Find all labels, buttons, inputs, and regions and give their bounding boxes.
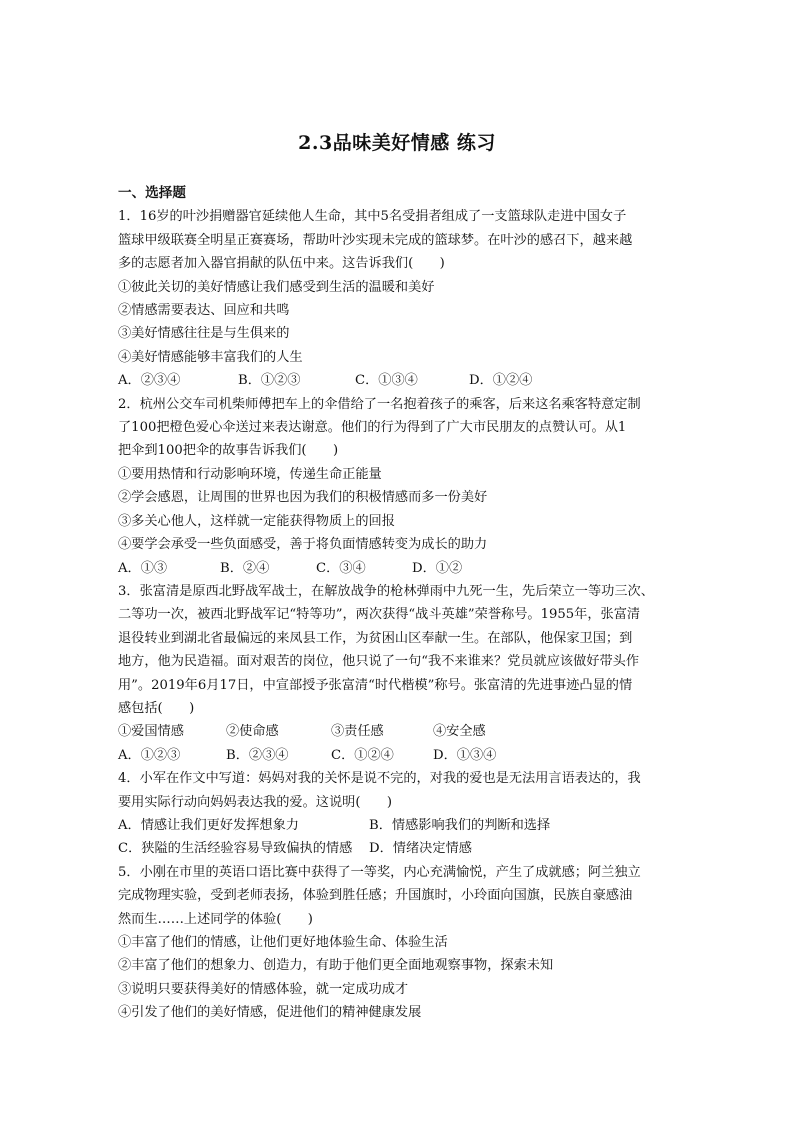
option-a[interactable]: A．①③	[118, 560, 168, 576]
question-3-options	[118, 744, 688, 767]
question-3-items	[118, 720, 688, 743]
question-2-statement-2: ②学会感恩，让周围的世界也因为我们的积极情感而多一份美好	[118, 490, 488, 506]
question-4-stem-line-2: 要用实际行动向妈妈表达我的爱。这说明( )	[118, 794, 393, 810]
question-1-statement-1: ①彼此关切的美好情感让我们感受到生活的温暖和美好	[118, 279, 435, 295]
option-b[interactable]: B．②③④	[226, 747, 289, 763]
question-2-stem-line-3: 把伞到100把伞的故事告诉我们( )	[118, 443, 339, 459]
question-3	[118, 580, 688, 767]
option-c[interactable]: C．①②④	[331, 747, 394, 763]
question-3-stem-line-1: 3．张富清是原西北野战军战士，在解放战争的枪林弹雨中九死一生，先后荣立一等功三次、	[118, 583, 654, 599]
option-b[interactable]: B．①②③	[238, 373, 301, 389]
question-5-stem-line-3: 然而生……上述同学的体验( )	[118, 911, 313, 927]
option-a[interactable]: A．②③④	[118, 373, 181, 389]
question-5-statement-2: ②丰富了他们的想象力、创造力，有助于他们更全面地观察事物，探索未知	[118, 958, 554, 974]
option-b[interactable]: B．②④	[220, 560, 270, 576]
question-2-stem-line-1: 2．杭州公交车司机柴师傅把车上的伞借给了一名抱着孩子的乘客，后来这名乘客特意定制	[118, 396, 641, 412]
question-5-statement-3: ③说明只要获得美好的情感体验，就一定成功成才	[118, 981, 409, 997]
question-1	[118, 205, 688, 392]
question-5-statement-4: ④引发了他们的美好情感，促进他们的精神健康发展	[118, 1005, 422, 1021]
question-2-statement-3: ③多关心他人，这样就一定能获得物质上的回报	[118, 513, 395, 529]
option-d[interactable]: D．①②	[412, 560, 463, 576]
question-4-options-row-1	[118, 814, 688, 837]
question-5	[118, 861, 688, 1025]
question-5-stem-line-1: 5．小刚在市里的英语口语比赛中获得了一等奖，内心充满愉悦，产生了成就感；阿兰独立	[118, 864, 641, 880]
question-1-statement-4: ④美好情感能够丰富我们的人生	[118, 349, 303, 365]
question-content	[118, 182, 688, 1025]
option-d[interactable]: D．情绪决定情感	[369, 841, 472, 857]
option-d[interactable]: D．①②④	[469, 373, 533, 389]
question-3-stem-line-2: 二等功一次，被西北野战军记“特等功”，两次获得“战斗英雄”荣誉称号。1955年，张富清	[118, 607, 641, 623]
question-3-stem-line-5: 用”。2019年6月17日，中宣部授予张富清“时代楷模”称号。张富清的先进事迹凸显的情	[118, 677, 633, 693]
section-heading: 一、选择题	[118, 185, 186, 201]
option-a[interactable]: A．情感让我们更好发挥想象力	[118, 817, 299, 833]
question-5-stem-line-2: 完成物理实验，受到老师表扬，体验到胜任感；升国旗时，小玲面向国旗，民族自豪感油	[118, 888, 633, 904]
item-2: ②使命感	[226, 724, 279, 740]
question-4-options-row-2	[118, 837, 688, 860]
question-5-statement-1: ①丰富了他们的情感，让他们更好地体验生命、体验生活	[118, 935, 448, 950]
item-1: ①爱国情感	[118, 724, 184, 740]
page-title: 2.3品味美好情感 练习	[298, 132, 496, 154]
question-1-stem-line-1: 1．16岁的叶沙捐赠器官延续他人生命，其中5名受捐者组成了一支篮球队走进中国女子	[118, 209, 627, 225]
item-4: ④安全感	[433, 724, 486, 740]
option-c[interactable]: C．③④	[316, 560, 366, 576]
question-2-statement-4: ④要学会承受一些负面感受，善于将负面情感转变为成长的助力	[118, 537, 488, 553]
question-1-stem-line-2: 篮球甲级联赛全明星正赛赛场，帮助叶沙实现未完成的篮球梦。在叶沙的感召下，越来越	[118, 232, 633, 248]
question-3-stem-line-4: 地方，他为民造福。面对艰苦的岗位，他只说了一句“我不来谁来？党员就应该做好带头作	[118, 654, 640, 670]
question-3-stem-line-6: 感包括( )	[118, 700, 195, 716]
option-a[interactable]: A．①②③	[118, 747, 181, 763]
question-2-stem-line-2: 了100把橙色爱心伞送过来表达谢意。他们的行为得到了广大市民朋友的点赞认可。从1	[118, 420, 627, 436]
question-1-stem-line-3: 多的志愿者加入器官捐献的队伍中来。这告诉我们( )	[118, 256, 445, 272]
question-3-stem-line-3: 退役转业到湖北省最偏远的来凤县工作，为贫困山区奉献一生。在部队，他保家卫国；到	[118, 630, 633, 646]
question-1-options	[118, 369, 688, 392]
option-c[interactable]: C．①③④	[355, 373, 418, 389]
option-c[interactable]: C．狭隘的生活经验容易导致偏执的情感	[118, 841, 353, 857]
item-3: ③责任感	[331, 724, 384, 740]
question-1-statement-2: ②情感需要表达、回应和共鸣	[118, 303, 290, 319]
question-4-stem-line-1: 4．小军在作文中写道：妈妈对我的关怀是说不完的，对我的爱也是无法用言语表达的，我	[118, 771, 641, 787]
question-2	[118, 393, 688, 580]
option-b[interactable]: B．情感影响我们的判断和选择	[369, 817, 551, 833]
question-2-statement-1: ①要用热情和行动影响环境，传递生命正能量	[118, 466, 382, 482]
question-2-options	[118, 557, 688, 580]
option-d[interactable]: D．①③④	[433, 747, 497, 763]
question-4	[118, 767, 688, 861]
question-1-statement-3: ③美好情感往往是与生俱来的	[118, 326, 290, 342]
